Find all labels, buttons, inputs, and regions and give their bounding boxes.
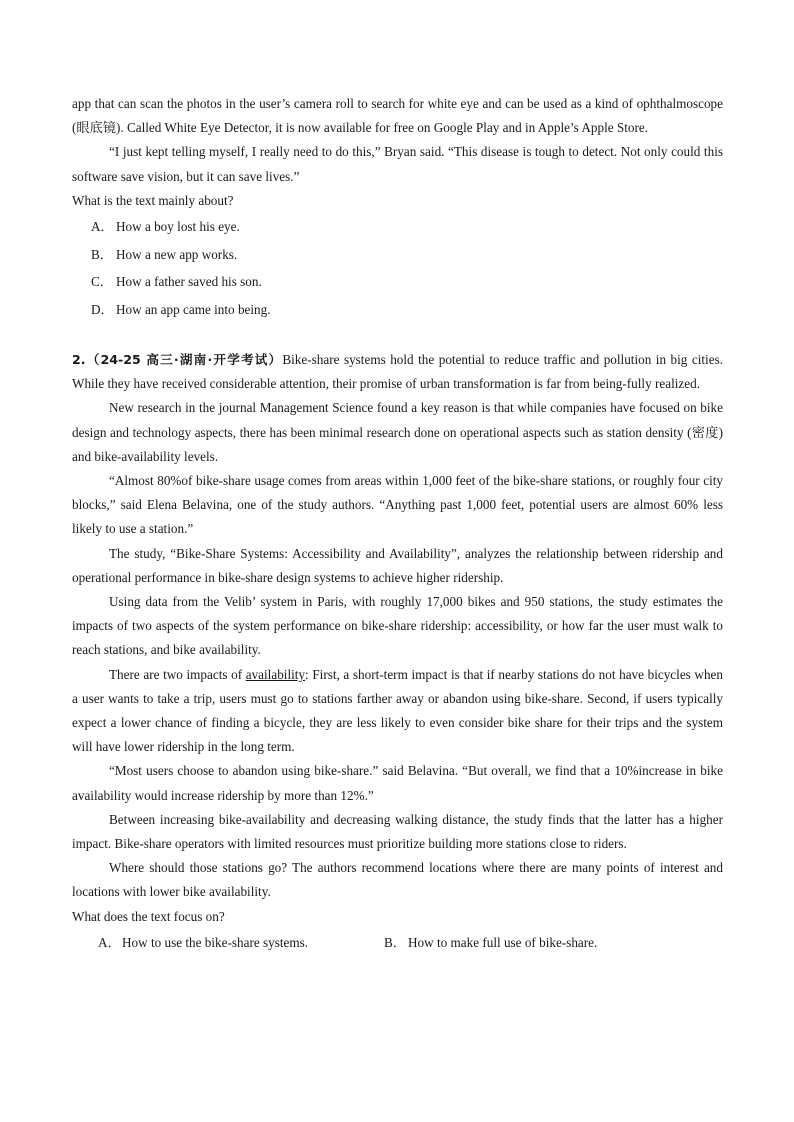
option-letter: D． [91, 301, 114, 317]
passage2-first-paragraph [72, 348, 723, 396]
passage2-paragraph-7: “Most users choose to abandon using bike-share.” said Belavina. “But overall, we find that a 10%increase in bike availability would increase ridership by more than 12%.” [72, 763, 723, 803]
question-2-stem: What does the text focus on? [72, 908, 225, 924]
document-page [72, 92, 723, 956]
passage2-paragraph-3: “Almost 80%of bike-share usage comes from areas within 1,000 feet of the bike-share stations, or roughly four city blocks,” said Elena Belavina, one of the study authors. “Anything past 1,000 feet, potential users are almost 60% less likely to use a station.” [72, 473, 723, 537]
passage2-paragraph-6 [72, 663, 723, 760]
option-b[interactable] [72, 241, 723, 269]
option-letter: B． [384, 934, 406, 950]
passage2-paragraph-4: The study, “Bike-Share Systems: Accessibility and Availability”, analyzes the relationship between ridership and operational performance in bike-share design systems to achieve higher ridership. [72, 545, 723, 585]
option-c[interactable] [72, 268, 723, 296]
option-text: How a new app works. [116, 246, 238, 262]
option-letter: A． [98, 934, 121, 950]
option-letter: A． [91, 219, 114, 235]
option-letter: C． [91, 274, 113, 290]
passage2-paragraph-9: Where should those stations go? The authors recommend locations where there are many points of interest and locations with lower bike availability. [72, 860, 723, 900]
question-1-stem: What is the text mainly about? [72, 192, 234, 208]
p6-rest-text: : First, a short-term impact is that if nearby stations do not have bicycles when a user wants to take a trip, users must go to stations farther away or abandon using bike-share. Second, if users typically expect a lower chance of finding a bicycle, they are less likely to even consider bike share for their trips and the system will have lower ridership in the long term. [72, 666, 723, 755]
passage1-paragraph: app that can scan the photos in the user’s camera roll to search for white eye and can be used as a kind of ophthalmoscope (眼底镜). Called White Eye Detector, it is now available for free on Google Play and in Apple’s Apple Store. [72, 96, 723, 136]
option-d[interactable] [72, 296, 723, 324]
passage2-paragraph-2: New research in the journal Management Science found a key reason is that while companies have focused on bike design and technology aspects, there has been minimal research done on operational aspects such as station density (密度) and bike-availability levels. [72, 400, 723, 464]
question-1-options [72, 213, 723, 323]
passage2-paragraph-8: Between increasing bike-availability and decreasing walking distance, the study finds that the latter has a higher impact. Bike-share operators with limited resources must prioritize building more stations close to riders. [72, 811, 723, 852]
underlined-word: availability [245, 666, 306, 682]
p6-lead-text: There are two impacts of [109, 666, 246, 682]
passage2-p1-text: Bike-share systems hold the potential to reduce traffic and pollution in big cities. While they have received considerable attention, their promise of urban transformation is far from being-fully realized. [72, 352, 724, 392]
option-a[interactable] [72, 213, 723, 241]
option-text: How to use the bike-share systems. [122, 934, 309, 950]
question-2-heading: 2.（24-25 高三·湖南·开学考试） [72, 352, 283, 368]
option-text: How an app came into being. [116, 301, 271, 317]
passage1-quote-paragraph: “I just kept telling myself, I really need to do this,” Bryan said. “This disease is tough to detect. Not only could this software save vision, but it can save lives.” [72, 144, 723, 184]
option-b[interactable] [384, 929, 670, 956]
option-text: How to make full use of bike-share. [408, 934, 598, 950]
option-text: How a father saved his son. [116, 274, 262, 290]
option-a[interactable] [98, 929, 384, 956]
passage2-paragraph-5: Using data from the Velib’ system in Paris, with roughly 17,000 bikes and 950 stations, the study estimates the impacts of two aspects of the system performance on bike-share ridership: accessibility, or how far the user must walk to reach stations, and bike availability. [72, 594, 723, 658]
option-text: How a boy lost his eye. [116, 219, 240, 235]
section-gap [72, 323, 723, 348]
question-2-options [72, 929, 723, 956]
option-letter: B． [91, 246, 113, 262]
